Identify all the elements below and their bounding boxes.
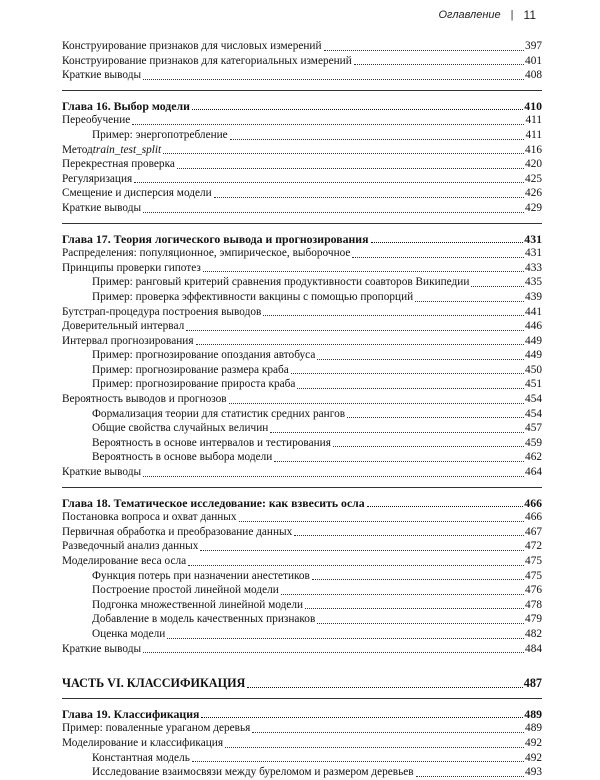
toc-page-number: 425 (525, 172, 542, 185)
section-divider (62, 223, 542, 224)
toc-title: Перекрестная проверка (62, 158, 175, 171)
toc-title: Построение простой линейной модели (92, 584, 279, 597)
dot-leader (274, 461, 524, 462)
dot-leader (317, 623, 524, 624)
toc-entry[interactable] (62, 642, 542, 657)
toc-page-number: 462 (525, 451, 542, 464)
dot-leader (305, 608, 524, 609)
toc-title: Общие свойства случайных величин (92, 422, 269, 435)
toc-page-number: 467 (525, 525, 542, 538)
toc-title: Пример: проверка эффективности вакцины с помощью пропорций (92, 290, 414, 303)
toc-title: Регуляризация (62, 172, 133, 185)
section-divider (62, 487, 542, 488)
dot-leader (297, 388, 524, 389)
dot-leader (192, 109, 523, 110)
toc-page-number: 459 (525, 436, 542, 449)
toc-title: Константная модель (92, 751, 190, 764)
toc-title: Пример: прогнозирование опоздания автобуса (92, 349, 316, 362)
toc-chapter[interactable] (62, 99, 542, 114)
toc-subentry[interactable] (62, 128, 542, 143)
toc-page-number: 475 (525, 569, 542, 582)
toc-title: Конструирование признаков для числовых измерений (62, 40, 322, 52)
toc-page-number: 435 (525, 276, 542, 289)
section-divider (62, 698, 542, 699)
toc-page-number: 426 (525, 187, 542, 200)
dot-leader (143, 212, 524, 213)
toc-entry[interactable] (62, 172, 542, 187)
dot-leader (143, 79, 524, 80)
toc-entry[interactable] (62, 736, 542, 751)
dot-leader (196, 344, 525, 345)
toc-page-number: 489 (524, 706, 542, 721)
dot-leader (200, 550, 524, 551)
toc-title: Интервал прогнозирования (62, 334, 194, 347)
toc-title: Бутстрап-процедура построения выводов (62, 305, 262, 318)
dot-leader (203, 271, 524, 272)
toc-title: Распределения: популяционное, эмпирическое, выборочное (62, 247, 351, 260)
toc-page-number: 476 (525, 584, 542, 597)
toc-page-number: 449 (525, 349, 542, 362)
toc-title: Вероятность в основе интервалов и тестирования (92, 436, 331, 449)
dot-leader (247, 687, 522, 688)
toc-entry[interactable] (62, 539, 542, 554)
toc-title: Краткие выводы (62, 69, 142, 82)
toc-title: Глава 18. Тематическое исследование: как взвесить осла (62, 495, 365, 510)
running-header (439, 8, 537, 22)
toc-entry[interactable] (62, 392, 542, 407)
toc-title: Пример: прогнозирование прироста краба (92, 378, 296, 391)
toc-page-number: 408 (525, 69, 542, 82)
dot-leader (333, 446, 524, 447)
dot-leader (317, 359, 524, 360)
dot-leader (230, 139, 525, 140)
toc-page-number: 464 (525, 466, 542, 479)
dot-leader (132, 124, 524, 125)
dot-leader (229, 403, 524, 404)
toc-entry[interactable] (62, 525, 542, 540)
dot-leader (354, 64, 524, 65)
section-divider (62, 90, 542, 91)
table-of-contents (62, 39, 542, 780)
toc-entry[interactable] (62, 554, 542, 569)
toc-page-number: 478 (525, 598, 542, 611)
toc-page-number: 489 (525, 722, 542, 735)
toc-title: Конструирование признаков для категориальных измерений (62, 54, 352, 67)
dot-leader (188, 565, 524, 566)
toc-title: Разведочный анализ данных (62, 540, 199, 553)
toc-title: Пример: поваленные ураганом деревья (62, 722, 251, 735)
toc-page-number: 472 (525, 540, 542, 553)
toc-page-number: 482 (525, 627, 542, 640)
toc-title: Постановка вопроса и охват данных (62, 511, 237, 524)
toc-subentry[interactable] (62, 363, 542, 378)
dot-leader (201, 717, 523, 718)
toc-title: Оценка модели (92, 627, 166, 640)
toc-page-number: 457 (525, 422, 542, 435)
toc-entry[interactable] (62, 113, 542, 128)
toc-subentry[interactable] (62, 765, 542, 780)
toc-title: Пример: энергопотребление (92, 128, 228, 141)
toc-title: Смещение и дисперсия модели (62, 187, 212, 200)
dot-leader (352, 257, 524, 258)
dot-leader (214, 197, 524, 198)
dot-leader (225, 747, 524, 748)
toc-title: Пример: ранговый критерий сравнения продуктивности соавторов Википедии (92, 276, 470, 289)
toc-entry[interactable] (62, 68, 542, 83)
toc-entry[interactable] (62, 157, 542, 172)
dot-leader (471, 286, 524, 287)
toc-page-number: 466 (525, 511, 542, 524)
toc-page-number: 479 (525, 613, 542, 626)
toc-title: Глава 17. Теория логического вывода и прогнозирования (62, 231, 369, 246)
toc-title: Переобучение (62, 114, 131, 127)
toc-page-number: 429 (525, 201, 542, 214)
toc-subentry[interactable] (62, 275, 542, 290)
toc-entry[interactable] (62, 465, 542, 480)
dot-leader (291, 373, 524, 374)
dot-leader (192, 761, 524, 762)
toc-page-number: 433 (525, 261, 542, 274)
toc-page-number: 487 (523, 676, 542, 691)
toc-title: Первичная обработка и преобразование данных (62, 525, 293, 538)
toc-page-number: 420 (525, 158, 542, 171)
toc-chapter[interactable] (62, 707, 542, 722)
toc-title: Краткие выводы (62, 642, 142, 655)
toc-subentry[interactable] (62, 612, 542, 627)
toc-entry[interactable] (62, 246, 542, 261)
toc-subentry[interactable] (62, 450, 542, 465)
toc-title: Добавление в модель качественных признаков (92, 613, 316, 626)
toc-page-number: 449 (525, 334, 542, 347)
toc-entry[interactable] (62, 510, 542, 525)
dot-leader (177, 168, 524, 169)
toc-title: Вероятность выводов и прогнозов (62, 393, 227, 406)
toc-entry[interactable] (62, 721, 542, 736)
dot-leader (239, 521, 525, 522)
toc-title: Моделирование и классификация (62, 736, 224, 749)
toc-entry[interactable] (62, 39, 542, 54)
toc-page-number: 451 (525, 378, 542, 391)
toc-entry[interactable] (62, 261, 542, 276)
section-title: Оглавление (438, 9, 501, 21)
toc-title: Моделирование веса осла (62, 555, 187, 567)
dot-leader (416, 776, 524, 777)
toc-page-number: 439 (525, 290, 542, 303)
toc-title: Исследование взаимосвязи между буреломом и размером деревьев (92, 766, 414, 779)
dot-leader (263, 315, 524, 316)
toc-page-number: 484 (525, 642, 542, 655)
dot-leader (167, 638, 524, 639)
toc-page-number: 397 (525, 40, 542, 52)
toc-page-number: 416 (525, 143, 542, 156)
toc-entry[interactable] (62, 319, 542, 334)
toc-page-number: 492 (525, 736, 542, 749)
toc-part[interactable] (62, 676, 542, 691)
toc-entry[interactable] (62, 186, 542, 201)
toc-page-number: 446 (525, 320, 542, 333)
toc-subentry[interactable] (62, 583, 542, 598)
toc-entry[interactable] (62, 305, 542, 320)
toc-page-number: 410 (524, 98, 542, 113)
toc-subentry[interactable] (62, 598, 542, 613)
toc-subentry[interactable] (62, 751, 542, 766)
toc-title: Принципы проверки гипотез (62, 261, 201, 274)
toc-chapter[interactable] (62, 232, 542, 247)
dot-leader (312, 579, 524, 580)
toc-page-number: 466 (524, 495, 542, 510)
dot-leader (371, 242, 524, 243)
dot-leader (415, 301, 524, 302)
toc-title: Краткие выводы (62, 466, 142, 479)
toc-page-number: 431 (525, 247, 542, 260)
toc-title: Доверительный интервал (62, 320, 185, 333)
toc-entry[interactable] (62, 334, 542, 349)
dot-leader (270, 432, 524, 433)
toc-page-number: 411 (525, 114, 542, 127)
toc-title: ЧАСТЬ VI. КЛАССИФИКАЦИЯ (62, 676, 246, 691)
page-number: 11 (523, 8, 536, 22)
toc-subentry[interactable] (62, 407, 542, 422)
toc-title: Метод (62, 143, 93, 156)
dot-leader (252, 732, 524, 733)
toc-page-number: 454 (525, 393, 542, 406)
toc-page-number: 450 (525, 363, 542, 376)
dot-leader (143, 476, 524, 477)
toc-subentry[interactable] (62, 290, 542, 305)
dot-leader (143, 652, 524, 653)
toc-subentry[interactable] (62, 421, 542, 436)
toc-page-number: 441 (525, 305, 542, 318)
toc-page-number: 492 (525, 751, 542, 764)
toc-page-number: 411 (525, 128, 542, 141)
toc-title: Глава 16. Выбор модели (62, 98, 190, 113)
dot-leader (324, 50, 525, 51)
dot-leader (294, 535, 524, 536)
toc-chapter[interactable] (62, 496, 542, 511)
toc-page-number: 493 (525, 766, 542, 779)
dot-leader (367, 506, 524, 507)
toc-subentry[interactable] (62, 569, 542, 584)
dot-leader (281, 594, 524, 595)
toc-entry[interactable] (62, 201, 542, 216)
toc-title: Краткие выводы (62, 201, 142, 214)
toc-title: Формализация теории для статистик средних рангов (92, 407, 346, 420)
dot-leader (134, 182, 524, 183)
toc-subentry[interactable] (62, 436, 542, 451)
dot-leader (163, 153, 524, 154)
toc-title: Функция потерь при назначении анестетиков (92, 569, 310, 582)
toc-page-number: 475 (525, 555, 542, 567)
toc-title: Подгонка множественной линейной модели (92, 598, 304, 611)
toc-page-number: 401 (525, 54, 542, 67)
toc-entry[interactable] (62, 143, 542, 158)
toc-page-number: 431 (524, 231, 542, 246)
toc-entry[interactable] (62, 54, 542, 69)
toc-title: Глава 19. Классификация (62, 706, 200, 721)
toc-subentry[interactable] (62, 348, 542, 363)
toc-title: Пример: прогнозирование размера краба (92, 363, 289, 376)
toc-subentry[interactable] (62, 627, 542, 642)
header-separator: | (510, 9, 514, 21)
toc-page-number: 454 (525, 407, 542, 420)
toc-subentry[interactable] (62, 377, 542, 392)
dot-leader (347, 417, 524, 418)
toc-title-italic: train_test_split (92, 143, 162, 156)
dot-leader (186, 330, 524, 331)
toc-title: Вероятность в основе выбора модели (92, 451, 273, 464)
